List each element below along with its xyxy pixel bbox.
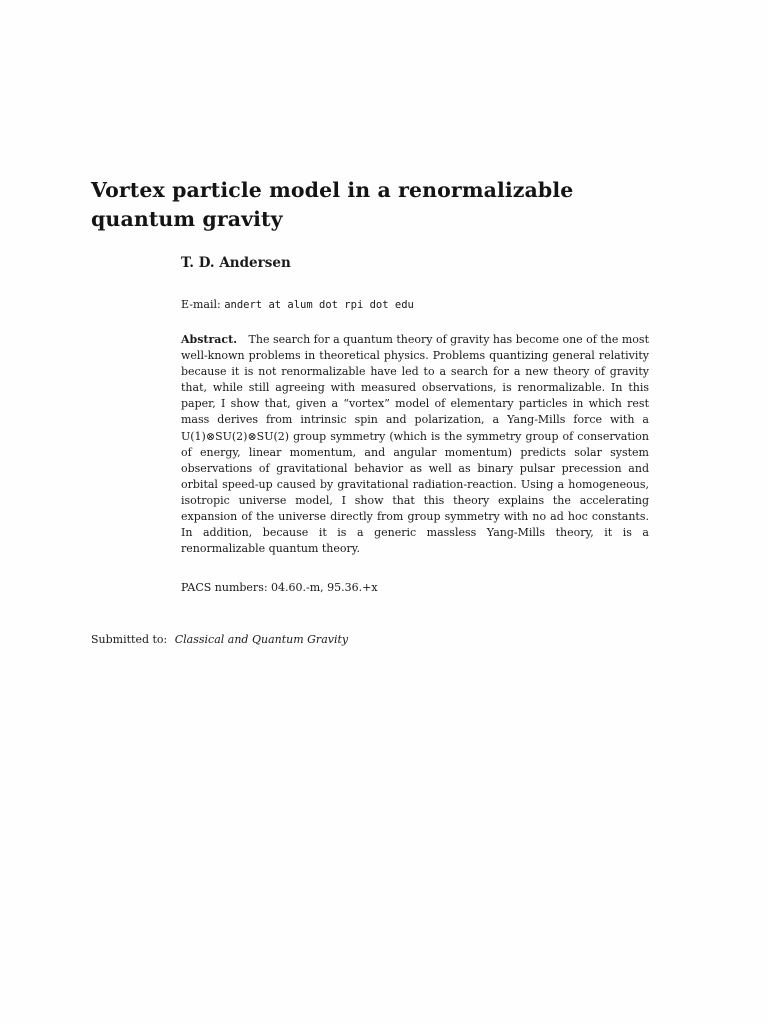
paper-title: Vortex particle model in a renormalizable quantum gravity	[91, 178, 574, 231]
email-line	[181, 297, 414, 313]
abstract	[181, 332, 649, 557]
abstract-text: The search for a quantum theory of gravity has become one of the most well-known problems in theoretical physics. Problems quantizing general relativity because it is not renormalizable have led to a search for a new theory of gravity that, while still agreeing with measured observations, is renormalizable. In this paper, I show that, given a “vortex” model of elementary particles in which rest mass derives from intrinsic spin and polarization, a Yang-Mills force with a U(1)⊗SU(2)⊗SU(2) group symmetry (which is the symmetry group of conservation of energy, linear momentum, and angular momentum) predicts solar system observations of gravitational behavior as well as binary pulsar precession and orbital speed-up caused by gravitational radiation-reaction. Using a homogeneous, isotropic universe model, I show that this theory explains the accelerating expansion of the universe directly from group symmetry with no ad hoc constants. In addition, because it is a generic massless Yang-Mills theory, it is a renormalizable quantum theory.	[181, 333, 649, 556]
submitted-label: Submitted to:	[91, 633, 168, 646]
email-label: E-mail:	[181, 298, 221, 311]
journal-name: Classical and Quantum Gravity	[174, 633, 349, 646]
pacs-numbers: PACS numbers: 04.60.-m, 95.36.+x	[181, 581, 378, 594]
submitted-line	[91, 632, 348, 648]
author-name: T. D. Andersen	[181, 255, 291, 271]
email-address: andert at alum dot rpi dot edu	[224, 299, 414, 311]
abstract-label: Abstract.	[181, 333, 238, 346]
